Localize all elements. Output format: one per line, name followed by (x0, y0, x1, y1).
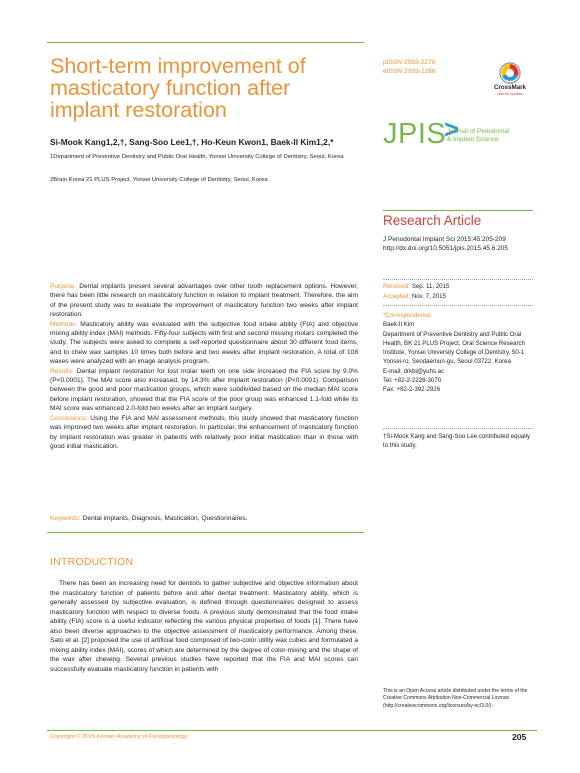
page-number: 205 (512, 732, 527, 742)
crossmark-icon (489, 62, 531, 86)
right-rule (383, 210, 533, 211)
license-note: This is an Open Access article distributed under the terms of the Creative Commons Attribution Non-Commercial License (http://creativecommons.org/licenses/by-nc/3.0/). (383, 688, 528, 709)
journal-logo (383, 116, 533, 156)
journal-acronym: JPIS (383, 118, 447, 150)
footer-rule (47, 730, 537, 731)
crossmark-badge[interactable] (489, 62, 531, 98)
chevron-right-icon: > (444, 114, 460, 144)
correspondence-fax: Fax: +82-2-392-2926 (383, 386, 441, 394)
abstract (50, 282, 358, 451)
author-list: Si-Mook Kang1,2,†, Sang-Soo Lee1,†, Ho-Keun Kwon1, Baek-Il Kim1,2,* (50, 137, 334, 147)
accepted-date (383, 292, 533, 301)
correspondence-tel: Tel: +82-2-2228-3070 (383, 377, 442, 385)
keywords-label: Keywords: (50, 515, 81, 522)
section-heading: INTRODUCTION (50, 557, 134, 568)
journal-name-line2: & Implant Science (447, 136, 499, 143)
correspondence-email[interactable]: E-mail: drkbi@yuhs.ac (383, 367, 445, 375)
received-label: Received: (383, 283, 411, 290)
results-label: Results: (50, 367, 74, 375)
side-divider (383, 279, 533, 280)
correspondence (383, 311, 533, 395)
article-title: Short-term improvement of masticatory function after implant restoration (50, 54, 306, 122)
keywords-text: Dental implants, Diagnosis, Mastication, Questionnaires. (82, 515, 248, 522)
accepted-value: Nov. 7, 2015 (411, 293, 446, 300)
methods-label: Methods: (50, 320, 78, 328)
correspondence-address: Department of Preventive Dentistry and Public Oral Health, BK 21 PLUS Project, Oral Science Research Institute, Yonsei University College of Dentistry, 50-1 Yonsei-ro, Seodaemun-gu, Seoul 03722, Korea (383, 330, 525, 366)
eissn: eISSN 2093-2286 (383, 68, 436, 75)
copyright: Copyright © 2015 Korean Academy of Periodontology (50, 734, 188, 740)
affiliation-1: 1Department of Preventive Dentistry and Public Oral Health, Yonsei University College of Dentistry, Seoul, Korea (50, 154, 344, 160)
journal-name (447, 128, 509, 144)
purpose-label: Purpose: (50, 283, 77, 290)
pissn: pISSN 2093-2278 (383, 59, 436, 66)
side-divider (383, 428, 533, 429)
conclusions-text: Using the FIA and MAI assessment methods, this study showed that masticatory function was improved two weeks after implant restoration. In particular, the enhancement of masticatory function by implant restoration was greater in patients with relatively poor initial mastication than in those with good initial mastication. (50, 414, 358, 450)
citation: J Periodontal Implant Sci 2015;45:205-209 (383, 236, 506, 243)
accepted-label: Accepted: (383, 293, 411, 300)
crossmark-label: CrossMark (494, 84, 526, 91)
conclusions-label: Conclusions: (50, 414, 88, 422)
received-date (383, 282, 533, 291)
results-text: Dental implant restoration for lost molar teeth on one side increased the FIA score by 9.0% (P<0.0001). The MAI score also increased, by 14.3% after implant restoration (P<0.0001). Comparison between the good and poor mastication groups, which were subdivided based on the median MAI score before implant restoration, showed that the FIA score of the poor group was enhanced 1.1-fold while its MAI score was enhanced 2.0-fold two weeks after an implant surgery. (50, 367, 358, 413)
article-type: Research Article (383, 213, 482, 228)
received-value: Sep. 11, 2015 (411, 283, 450, 290)
affiliation-2: 2Brain Korea 21 PLUS Project, Yonsei University College of Dentistry, Seoul, Korea (50, 177, 268, 183)
side-divider (383, 305, 533, 306)
purpose-text: Dental implants present several advantages over other tooth replacement options. However, there has been little research on masticatory function in relation to implant treatment. Therefore, the aim of the present study was to evaluate the improvement of masticatory function two weeks after implant restoration. (50, 283, 358, 319)
citation-block (383, 235, 508, 254)
crossmark-sub: click for updates (497, 92, 523, 96)
correspondence-label: *Correspondence: (383, 312, 433, 319)
doi-link[interactable]: http://dx.doi.org/10.5051/jpis.2015.45.6.205 (383, 245, 509, 253)
methods-text: Masticatory ability was evaluated with the subjective food intake ability (FIA) and objective mixing ability index (MAI) methods. Fifty-four subjects with first and second missing molars completed the study. The subjects were asked to complete a self-reported questionnaire about 30 different food items, and to chew wax samples 10 times both before and two weeks after implant restoration. A total of 108 waxes were analyzed with an image analysis program. (50, 320, 358, 366)
abstract-rule (47, 532, 364, 533)
introduction-text: There has been an increasing need for dentists to gather subjective and objective information about the masticatory function of patients before and after dental treatment. Masticatory ability, which is generally assessed by subjective evaluation, is defined through questionnaires designed to assess masticatory function with respect to diverse foods. A previous study demonstrated that the food intake ability (FIA) score is a useful indicator reflecting the various physical properties of foods [1]. There have also been diverse approaches to the objective assessment of masticatory performance. Among these, Sato et al. [2] proposed the use of artificial food composed of two-color utility wax cubes and formulated a mixing ability index (MAI), scores of which are determined by the degree of color-mixing and the shape of the wax after chewing. Several previous studies have reported that the FIA and MAI scores can successfully evaluate masticatory function in patients with (50, 580, 358, 673)
top-rule (47, 42, 364, 43)
journal-name-line1: Journal of Periodontal (447, 128, 510, 135)
keywords (50, 515, 358, 522)
correspondence-name: Baek-Il Kim (383, 321, 415, 329)
contribution-note: †Si-Mook Kang and Sang-Soo Lee contributed equally to this study. (383, 433, 531, 450)
